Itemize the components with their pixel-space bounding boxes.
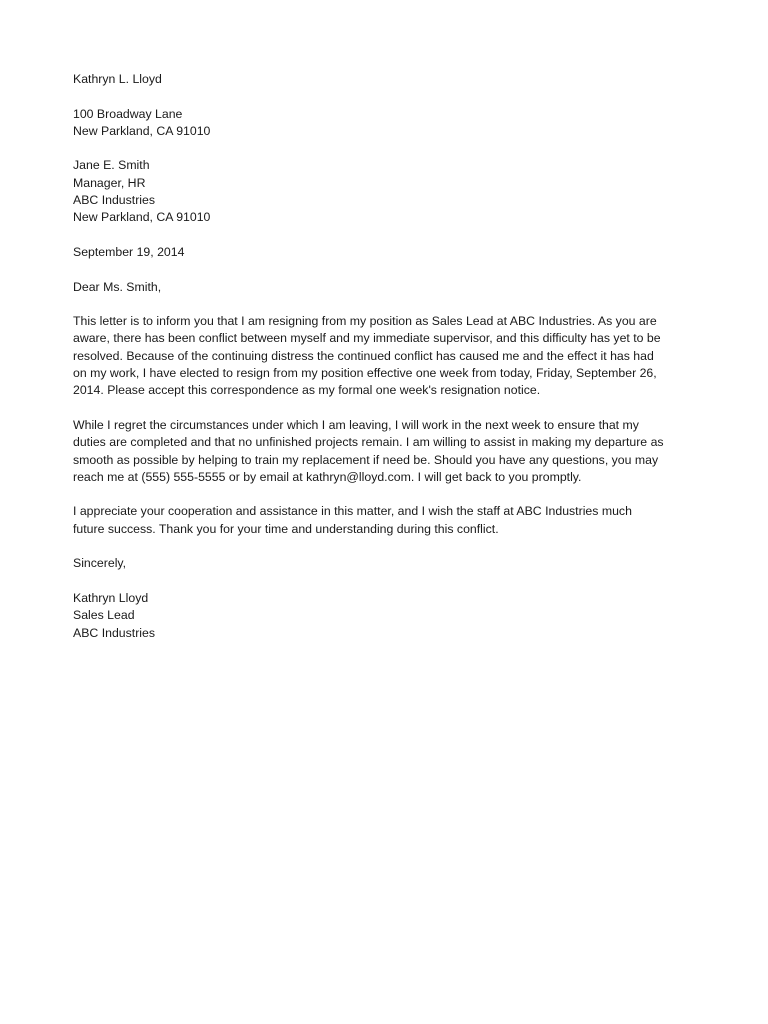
letter-date: September 19, 2014 bbox=[73, 244, 185, 259]
paragraph-3 bbox=[73, 503, 705, 538]
paragraph-line: resolved. Because of the continuing distress the continued conflict has caused me and the effect it has had bbox=[73, 348, 654, 363]
paragraph-line: This letter is to inform you that I am resigning from my position as Sales Lead at ABC Industries. As you are bbox=[73, 314, 657, 329]
recipient-address bbox=[73, 157, 705, 226]
paragraph-line: future success. Thank you for your time and understanding during this conflict. bbox=[73, 521, 499, 536]
paragraph-line: aware, there has been conflict between myself and my immediate supervisor, and this difficulty has yet to be bbox=[73, 331, 661, 346]
sender-address bbox=[73, 106, 705, 141]
paragraph-line: I appreciate your cooperation and assistance in this matter, and I wish the staff at ABC Industries much bbox=[73, 504, 632, 519]
letter-body bbox=[73, 71, 705, 659]
signature-company: ABC Industries bbox=[73, 625, 156, 640]
signature-title: Sales Lead bbox=[73, 608, 135, 623]
sender-name-block bbox=[73, 71, 705, 88]
paragraph-line: on my work, I have elected to resign from my position effective one week from today, Friday, September 26, bbox=[73, 366, 657, 381]
salutation: Dear Ms. Smith, bbox=[73, 279, 162, 294]
paragraph-1 bbox=[73, 313, 705, 399]
paragraph-line: reach me at (555) 555-5555 or by email at kathryn@lloyd.com. I will get back to you promptly. bbox=[73, 469, 582, 484]
letter-date-block bbox=[73, 244, 705, 261]
closing: Sincerely, bbox=[73, 556, 127, 571]
sender-address-line1: 100 Broadway Lane bbox=[73, 106, 183, 121]
salutation-block bbox=[73, 279, 705, 296]
paragraph-line: While I regret the circumstances under which I am leaving, I will work in the next week to ensure that my bbox=[73, 417, 639, 432]
sender-address-line2: New Parkland, CA 91010 bbox=[73, 123, 211, 138]
signature-name: Kathryn Lloyd bbox=[73, 590, 149, 605]
recipient-name: Jane E. Smith bbox=[73, 158, 150, 173]
recipient-company: ABC Industries bbox=[73, 193, 156, 208]
paragraph-2 bbox=[73, 417, 705, 486]
recipient-title: Manager, HR bbox=[73, 175, 146, 190]
paragraph-line: 2014. Please accept this correspondence as my formal one week's resignation notice. bbox=[73, 383, 541, 398]
sender-name: Kathryn L. Lloyd bbox=[73, 72, 162, 86]
recipient-city-line: New Parkland, CA 91010 bbox=[73, 210, 211, 225]
signature-block bbox=[73, 590, 705, 642]
closing-block bbox=[73, 555, 705, 572]
paragraph-line: smooth as possible by helping to train my replacement if need be. Should you have any questions, you may bbox=[73, 452, 659, 467]
paragraph-line: duties are completed and that no unfinished projects remain. I am willing to assist in making my departure as bbox=[73, 435, 664, 450]
